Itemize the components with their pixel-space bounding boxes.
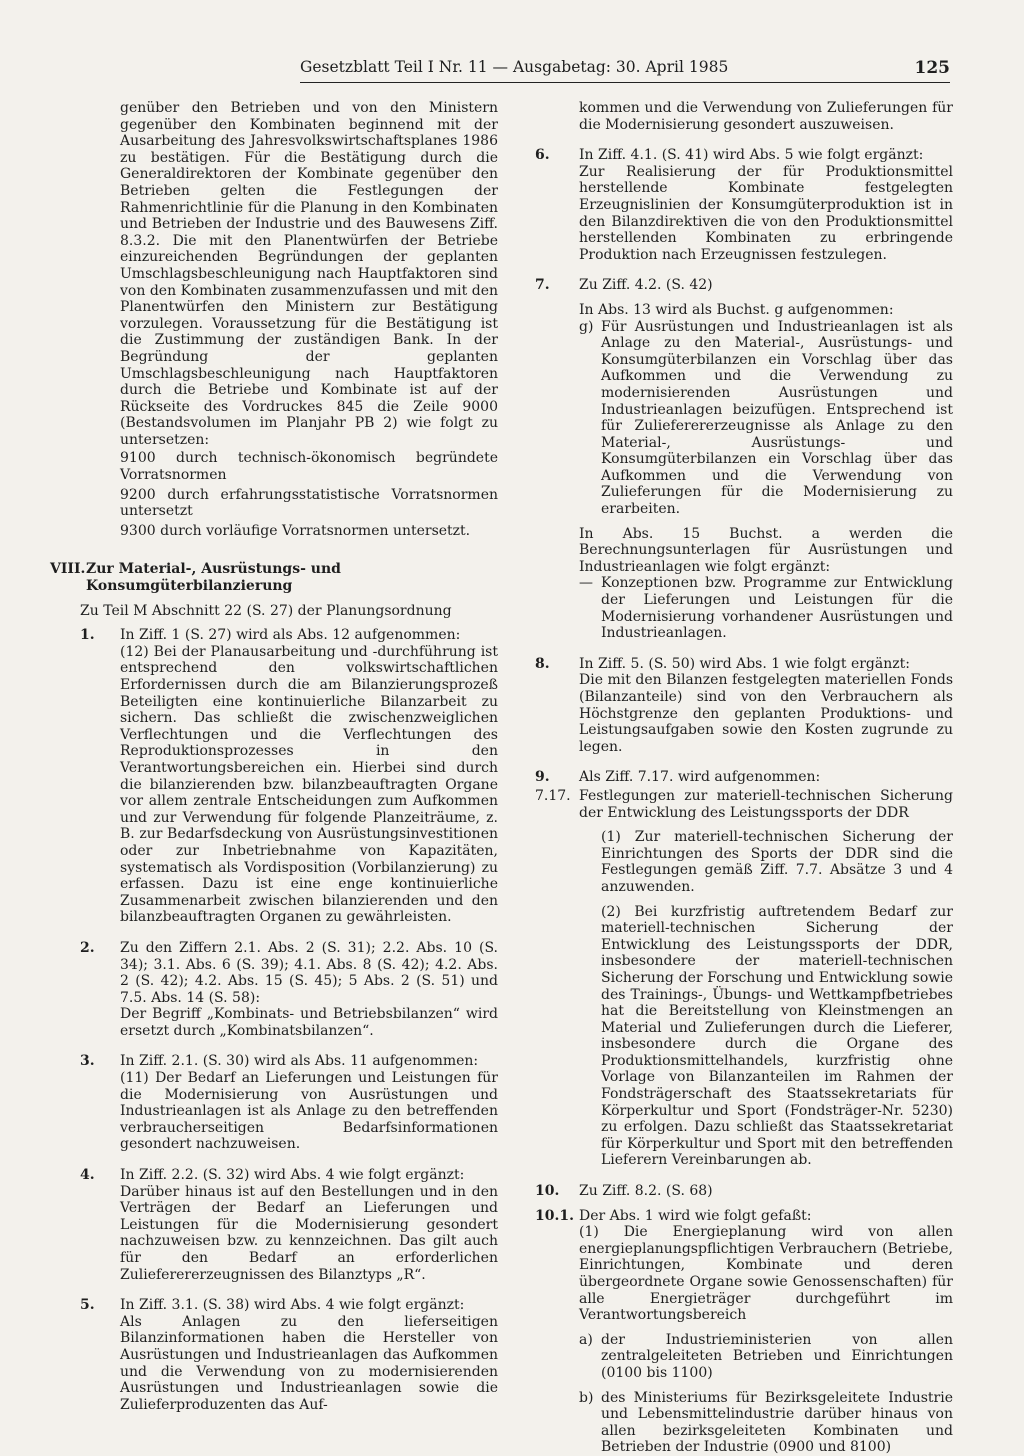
item-text: Die mit den Bilanzen festgelegten materiellen Fonds (Bilanzanteile) sind von den Verbrauchern als Höchstgrenze den geplanten Produktions- und Leistungsaufgaben sowie den Kosten zugrunde zu legen.: [579, 672, 953, 755]
item-text: Der Begriff „Kombinats- und Betriebsbilanzen“ wird ersetzt durch „Kombinatsbilanzen“.: [120, 1006, 498, 1039]
page-header: [300, 58, 950, 84]
item-4: [80, 1167, 498, 1283]
item-8: [535, 656, 953, 756]
letter-text: des Ministeriums für Bezirksgeleitete Industrie und Lebensmittelindustrie darüber hinaus von allen bezirksgeleiteten Kombinaten und Betrieben der Industrie (0900 und 8100): [601, 1389, 953, 1456]
item-number: 2.: [80, 939, 95, 956]
item-number: 6.: [535, 147, 550, 164]
item-10: [535, 1183, 953, 1200]
item-number: 7.: [535, 277, 550, 294]
item-heading: Als Ziff. 7.17. wird aufgenommen:: [579, 769, 821, 786]
code-item-9200: [120, 487, 498, 520]
item-number: 8.: [535, 655, 550, 672]
item-heading: In Ziff. 2.1. (S. 30) wird als Abs. 11 aufgenommen:: [120, 1053, 479, 1070]
code-text: durch erfahrungsstatistische Vorratsnormen untersetzt: [120, 486, 498, 520]
right-column: [535, 100, 953, 1456]
letter-item-g: [579, 319, 953, 518]
item-3: [80, 1053, 498, 1153]
code-text: durch technisch-ökonomisch begründete Vorratsnormen: [120, 450, 498, 484]
subitem-7-17: [535, 788, 953, 1169]
intro-paragraph: genüber den Betrieben und von den Ministern gegenüber den Kombinaten beginnend mit der Ausarbeitung des Jahresvolkswirtschaftsplanes 1986 zu bestätigen. Für die Bestätigung durch die Generaldirektoren der Kombinate gegenüber den Betrieben gelten die Festlegungen der Rahmenrichtlinie für die Planung in den Kombinaten und Betrieben der Industrie und des Bauwesens Ziff. 8.3.2. Die mit den Planentwürfen der Betriebe einzureichenden Begründungen der geplanten Umschlagsbeschleunigung nach Hauptfaktoren sind von den Kombinaten zusammenzufassen und mit den Planentwürfen den Ministern zur Bestätigung vorzulegen. Voraussetzung für die Bestätigung ist die Zustimmung der zuständigen Bank. In der Begründung der geplanten Umschlagsbeschleunigung nach Hauptfaktoren durch die Betriebe und Kombinate ist auf der Rückseite des Vordruckes 845 die Zeile 9000 (Bestandsvolumen im Planjahr PB 2) wie folgt zu untersetzen:: [120, 100, 498, 448]
item-7: [535, 277, 953, 641]
section-title: Zur Material-, Ausrüstungs- und Konsumgüterbilanzierung: [86, 561, 341, 595]
item-number: 4.: [80, 1167, 95, 1184]
item-number: 3.: [80, 1053, 95, 1070]
item-heading: In Ziff. 5. (S. 50) wird Abs. 1 wie folgt ergänzt:: [579, 655, 910, 672]
letter-label: b): [579, 1389, 594, 1406]
page-number: 125: [914, 58, 950, 78]
item-text: (11) Der Bedarf an Lieferungen und Leistungen für die Modernisierung von Ausrüstungen und Industrieanlagen ist als Anlage zu den betreffenden verbraucherseitigen Bedarfsinformationen gesondert nachzuweisen.: [120, 1070, 498, 1153]
section-number: VIII.: [50, 561, 86, 578]
item-number: 5.: [80, 1297, 95, 1314]
item-heading: In Ziff. 3.1. (S. 38) wird Abs. 4 wie folgt ergänzt:: [120, 1297, 465, 1314]
item-text: Zur Realisierung der für Produktionsmittel herstellende Kombinate festgelegten Erzeugnislinien der Konsumgüterproduktion ist in den Bilanzdirektiven die von den Produktionsmittel herstellenden Kombinaten zu erbringende Produktion nach Erzeugnissen festzulegen.: [579, 163, 953, 263]
header-rule: [300, 82, 950, 83]
code-number: 9200: [120, 486, 156, 503]
item-text: Als Anlagen zu den lieferseitigen Bilanzinformationen haben die Hersteller von Ausrüstungen und Industrieanlagen das Aufkommen und die Verwendung von zu modernisierenden Ausrüstungen und Industrieanlagen sowie die Zulieferproduzenten das Auf-: [120, 1313, 498, 1413]
item-heading: Zu Ziff. 8.2. (S. 68): [579, 1183, 713, 1200]
continued-paragraph: kommen und die Verwendung von Zulieferungen für die Modernisierung gesondert auszuweisen.: [579, 100, 953, 133]
item-text: Darüber hinaus ist auf den Bestellungen und in den Verträgen der Bedarf an Lieferungen und Leistungen für die Modernisierung gesondert nachzuweisen bzw. zu kennzeichnen. Das gilt auch für den Bedarf an erforderlichen Zulieferererzeugnissen des Bilanztyps „R“.: [120, 1183, 498, 1283]
item-2: [80, 940, 498, 1040]
letter-item-a: [579, 1332, 953, 1382]
section-subtitle: Zu Teil M Abschnitt 22 (S. 27) der Planungsordnung: [80, 602, 452, 619]
item-heading: Der Abs. 1 wird wie folgt gefaßt:: [579, 1207, 812, 1224]
subitem-paragraph-2: (2) Bei kurzfristig auftretendem Bedarf zur materiell-technischen Sicherung der Entwicklung des Leistungssports der DDR, insbesondere der materiell-technischen Sicherung der Forschung und Entwicklung sowie des Trainings-, Übungs- und Wettkampfbetriebes hat die Bereitstellung von Kleinstmengen an Material und Zulieferungen durch die Lieferer, insbesondere durch die Organe des Produktionsmittelhandels, kurzfristig ohne Vorlage von Bilanzanteilen im Rahmen der Fondsträgerschaft des Staatssekretariats für Körperkultur und Sport (Fondsträger-Nr. 5230) zu erfolgen. Dazu schließt das Staatssekretariat für Körperkultur und Sport mit den betreffenden Lieferern Vereinbarungen ab.: [601, 903, 953, 1169]
item-heading: Zu den Ziffern 2.1. Abs. 2 (S. 31); 2.2. Abs. 10 (S. 34); 3.1. Abs. 6 (S. 39); 4.1. Abs. 8 (S. 42); 4.2. Abs. 2 (S. 42); 4.2. Abs. 15 (S. 45); 5 Abs. 2 (S. 51) und 7.5. Abs. 14 (S. 58):: [120, 939, 498, 1006]
code-number: 9100: [120, 450, 156, 467]
subitem-number: 7.17.: [535, 787, 571, 804]
item-heading: In Ziff. 2.2. (S. 32) wird Abs. 4 wie folgt ergänzt:: [120, 1167, 465, 1184]
item-number: 9.: [535, 769, 550, 786]
subitem-title: Festlegungen zur materiell-technischen Sicherung der Entwicklung des Leistungssports der DDR: [579, 787, 953, 821]
item-heading: In Ziff. 4.1. (S. 41) wird Abs. 5 wie folgt ergänzt:: [579, 147, 924, 164]
item-text: In Abs. 15 Buchst. a werden die Berechnungsunterlagen für Ausrüstungen und Industrieanlagen wie folgt ergänzt:: [579, 525, 953, 575]
left-column: [50, 100, 498, 1413]
letter-text: der Industrieministerien von allen zentralgeleiteten Betrieben und Einrichtungen (0100 bis 1100): [601, 1331, 953, 1381]
letter-label: g): [579, 318, 594, 335]
section-heading: [50, 561, 498, 594]
item-number: 1.: [80, 627, 95, 644]
item-heading: In Ziff. 1 (S. 27) wird als Abs. 12 aufgenommen:: [120, 627, 461, 644]
item-1: [80, 627, 498, 926]
dash-text: Konzeptionen bzw. Programme zur Entwicklung der Lieferungen und Leistungen für die Modernisierung vorhandener Ausrüstungen und Industrieanlagen.: [601, 575, 953, 642]
item-10-1: [535, 1208, 953, 1456]
letter-label: a): [579, 1331, 593, 1348]
item-5: [80, 1297, 498, 1413]
code-item-9100: [120, 450, 498, 483]
item-heading: Zu Ziff. 4.2. (S. 42): [579, 277, 713, 294]
item-number: 10.1.: [535, 1207, 574, 1224]
code-number: 9300: [120, 522, 156, 539]
subitem-paragraph-1: (1) Zur materiell-technischen Sicherung der Einrichtungen des Sports der DDR sind die Festlegungen gemäß Ziff. 7.7. Absätze 3 und 4 anzuwenden.: [601, 829, 953, 895]
item-number: 10.: [535, 1183, 560, 1200]
code-text: durch vorläufige Vorratsnormen untersetzt.: [160, 522, 471, 539]
letter-text: Für Ausrüstungen und Industrieanlagen ist als Anlage zu den Material-, Ausrüstungs- und Konsumgüterbilanzen ein Vorschlag über das Aufkommen und die Verwendung zu modernisierenden Ausrüstungen und Industrieanlagen beizufügen. Entsprechend ist für Zulieferererzeugnisse als Anlage zu den Material-, Ausrüstungs- und Konsumgüterbilanzen ein Vorschlag über das Aufkommen und die Verwendung von Zulieferungen für die Modernisierung zu erarbeiten.: [601, 318, 953, 518]
item-text: (1) Die Energieplanung wird von allen energieplanungspflichtigen Verbrauchern (Betriebe, Einrichtungen, Kombinate und deren übergeordnete Organe sowie Genossenschaften) für alle Energieträger durchgeführt im Verantwortungsbereich: [579, 1224, 953, 1324]
code-list: [80, 450, 498, 539]
item-9: [535, 769, 953, 1169]
letter-item-b: [579, 1390, 953, 1456]
item-text: In Abs. 13 wird als Buchst. g aufgenommen:: [579, 301, 894, 318]
gazette-title: Gesetzblatt Teil I Nr. 11 — Ausgabetag: 30. April 1985: [300, 58, 729, 76]
code-item-9300: [120, 523, 498, 540]
item-text: (12) Bei der Planausarbeitung und -durchführung ist entsprechend den volkswirtschaftlichen Erfordernissen durch die am Bilanzierungsprozeß Beteiligten eine kontinuierliche Bilanzarbeit zu sichern. Das schließt die zwischenzweiglichen Verflechtungen und die Verflechtungen des Reproduktionsprozesses in den Verantwortungsbereichen ein. Hierbei sind durch die bilanzierenden bzw. bilanzbeauftragten Organe vor allem zentrale Entscheidungen zum Aufkommen und zur Verwendung für folgende Planzeiträume, z. B. zur Bedarfsdeckung von Ausrüstungsinvestitionen oder zur Inbetriebnahme von Kapazitäten, systematisch als Vordisposition (Vorbilanzierung) zu erfassen. Dazu ist eine enge kontinuierliche Zusammenarbeit zwischen bilanzierenden und den bilanzbeauftragten Organen zu gewährleisten.: [120, 643, 498, 926]
dash-item: [579, 575, 953, 641]
dash-label: —: [579, 575, 593, 592]
item-6: [535, 147, 953, 263]
